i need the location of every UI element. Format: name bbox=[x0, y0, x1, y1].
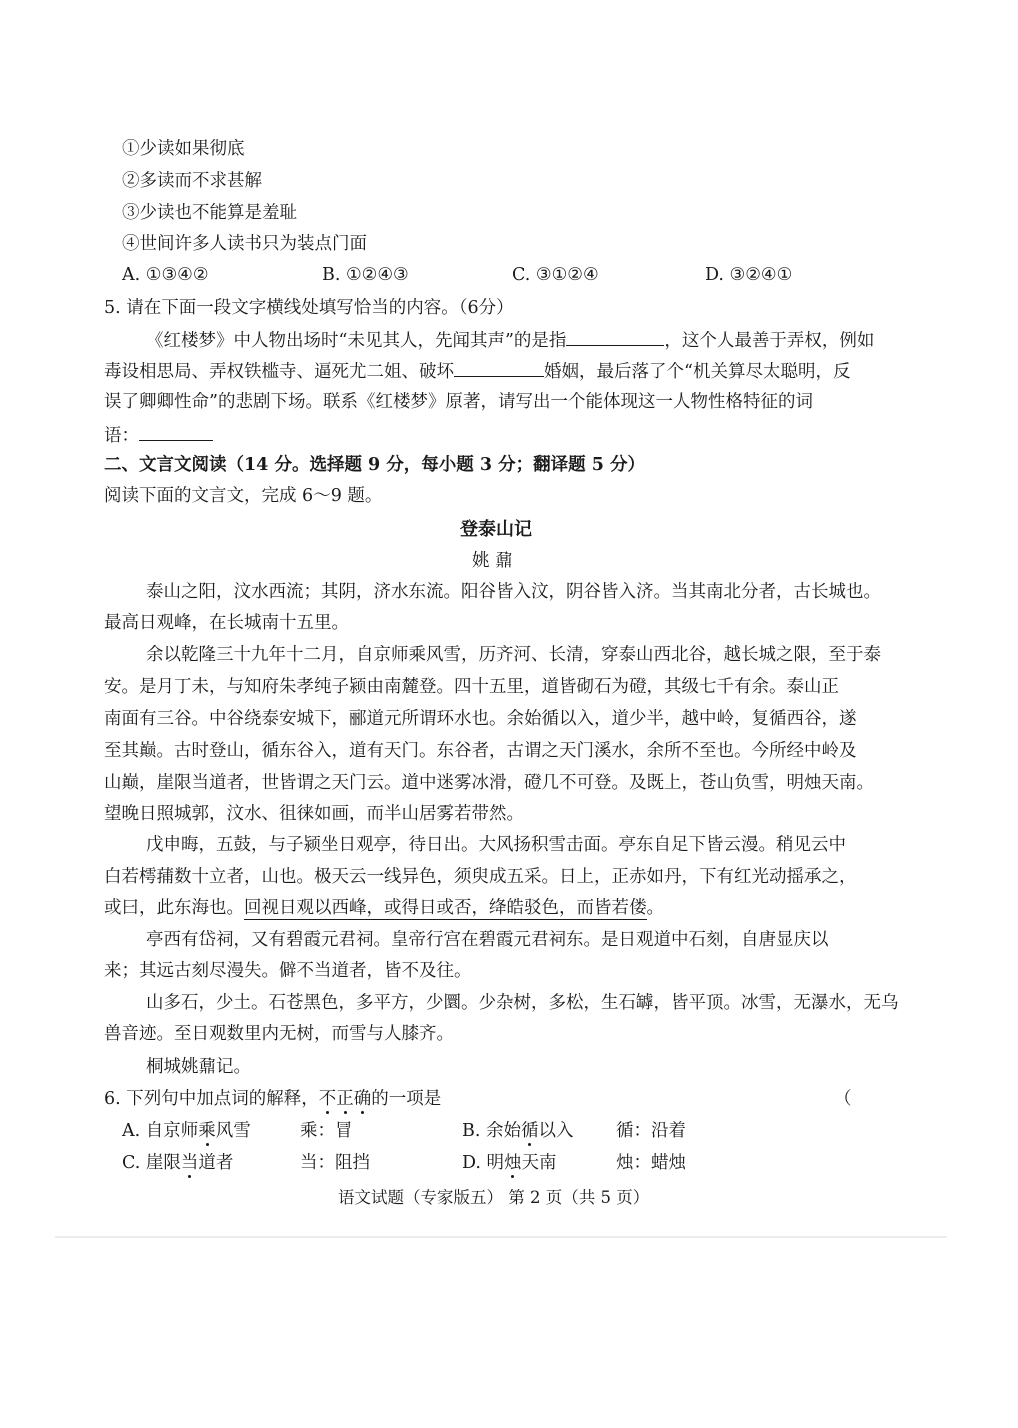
p4-line-2: 来；其远古刻尽漫失。僻不当道者，皆不及往。 bbox=[104, 961, 472, 981]
q6-option-d: D. 明烛天南 bbox=[462, 1153, 557, 1173]
article-title: 登泰山记 bbox=[460, 519, 532, 540]
p3-line-3 bbox=[104, 895, 664, 921]
q5-line-3: 误了卿卿性命”的悲剧下场。联系《红楼梦》原著，请写出一个能体现这一人物性格特征的词 bbox=[104, 392, 813, 412]
q4-item-2: ②多读而不求甚解 bbox=[122, 171, 262, 191]
q4-item-3: ③少读也不能算是羞耻 bbox=[122, 203, 297, 223]
q5-blank-3[interactable] bbox=[139, 422, 213, 441]
q4-option-c: C. ③①②④ bbox=[512, 265, 599, 285]
p5-line-1: 山多石，少土。石苍黑色，多平方，少圜。少杂树，多松，生石罅，皆平顶。冰雪，无瀑水，无乌 bbox=[146, 993, 899, 1013]
section-2-intro: 阅读下面的文言文，完成 6～9 题。 bbox=[104, 486, 383, 506]
p2-line-5: 山巅，崖限当道者，世皆谓之天门云。道中迷雾冰滑，磴几不可登。及既上，苍山负雪，明烛天南。 bbox=[104, 773, 874, 793]
q6-stem-c: 的一项是 bbox=[371, 1089, 442, 1109]
p3-line-3-c: 。 bbox=[646, 898, 664, 918]
p3-underlined-sentence: 回视日观以西峰，或得日或否，绛皓驳色，而皆若偻 bbox=[244, 898, 647, 918]
q6-option-a-gloss: 乘：冒 bbox=[300, 1121, 353, 1141]
q4-item-4: ④世间许多人读书只为装点门面 bbox=[122, 234, 367, 254]
q5-line-4-label: 语： bbox=[104, 426, 139, 446]
p4-line-1: 亭西有岱祠，又有碧霞元君祠。皇帝行宫在碧霞元君祠东。是日观道中石刻，自唐显庆以 bbox=[146, 930, 829, 950]
q4-item-1: ①少读如果彻底 bbox=[122, 139, 245, 159]
q6-answer-paren: （ bbox=[834, 1089, 852, 1109]
p3-line-1: 戊申晦，五鼓，与子颍坐日观亭，待日出。大风扬积雪击面。亭东自足下皆云漫。稍见云中 bbox=[146, 835, 846, 855]
p2-line-2: 安。是月丁未，与知府朱孝纯子颍由南麓登。四十五里，道皆砌石为磴，其级七千有余。泰山正 bbox=[104, 677, 839, 697]
q5-line-4 bbox=[104, 422, 213, 449]
p3-line-3-a: 或曰，此东海也。 bbox=[104, 898, 244, 918]
q5-line-2 bbox=[104, 358, 850, 385]
p2-line-3: 南面有三谷。中谷绕泰安城下，郦道元所谓环水也。余始循以入，道少半，越中岭，复循西谷，遂 bbox=[104, 709, 857, 729]
q4-option-d: D. ③②④① bbox=[705, 265, 793, 285]
p3-line-2: 白若樗蒱数十立者，山也。极天云一线异色，须臾成五采。日上，正赤如丹，下有红光动摇承之， bbox=[104, 867, 857, 887]
q6-option-a: A. 自京师乘风雪 bbox=[122, 1121, 251, 1141]
page-footer: 语文试题（专家版五） 第 2 页（共 5 页） bbox=[338, 1188, 650, 1207]
p2-line-1: 余以乾隆三十九年十二月，自京师乘风雪，历齐河、长清，穿泰山西北谷，越长城之限，至于泰 bbox=[146, 645, 881, 665]
p5-line-2: 兽音迹。至日观数里内无树，而雪与人膝齐。 bbox=[104, 1024, 454, 1044]
p2-line-6: 望晚日照城郭，汶水、徂徕如画，而半山居雾若带然。 bbox=[104, 804, 524, 824]
p2-line-4: 至其巅。古时登山，循东谷入，道有天门。东谷者，古谓之天门溪水，余所不至也。今所经中岭及 bbox=[104, 741, 857, 761]
q6-stem-a: 6. 下列句中加点词的解释， bbox=[104, 1089, 319, 1109]
p1-line-2: 最高日观峰，在长城南十五里。 bbox=[104, 613, 349, 633]
q5-line-1 bbox=[146, 327, 874, 354]
section-2-heading: 二、文言文阅读（14 分。选择题 9 分，每小题 3 分；翻译题 5 分） bbox=[104, 455, 646, 475]
page-divider bbox=[55, 1236, 947, 1238]
q5-line-2-a: 毒设相思局、弄权铁槛寺、逼死尤二姐、破坏 bbox=[104, 362, 454, 382]
q4-option-b: B. ①②④③ bbox=[322, 265, 409, 285]
q5-line-1-b: ，这个人最善于弄权，例如 bbox=[664, 331, 875, 351]
article-author: 姚 鼐 bbox=[472, 551, 513, 571]
q6-option-b: B. 余始循以入 bbox=[462, 1121, 574, 1141]
q6-stem bbox=[104, 1086, 441, 1112]
q6-option-d-gloss: 烛：蜡烛 bbox=[616, 1153, 686, 1173]
q5-line-1-a: 《红楼梦》中人物出场时“未见其人，先闻其声”的是指 bbox=[146, 331, 567, 351]
q6-option-c-gloss: 当：阻挡 bbox=[300, 1153, 370, 1173]
q5-blank-2[interactable] bbox=[454, 358, 544, 377]
q6-option-b-gloss: 循：沿着 bbox=[616, 1121, 686, 1141]
q6-stem-emphasis: 不正确 bbox=[318, 1089, 372, 1109]
q4-option-a: A. ①③④② bbox=[122, 265, 209, 285]
q6-option-c: C. 崖限当道者 bbox=[122, 1153, 234, 1173]
q5-stem: 5. 请在下面一段文字横线处填写恰当的内容。（6分） bbox=[104, 298, 514, 318]
p1-line-1: 泰山之阳，汶水西流；其阴，济水东流。阳谷皆入汶，阴谷皆入济。当其南北分者，古长城也。 bbox=[146, 582, 881, 602]
q5-line-2-b: 婚姻，最后落了个“机关算尽太聪明，反 bbox=[544, 362, 851, 382]
article-signature: 桐城姚鼐记。 bbox=[146, 1057, 251, 1077]
q5-blank-1[interactable] bbox=[566, 327, 664, 346]
